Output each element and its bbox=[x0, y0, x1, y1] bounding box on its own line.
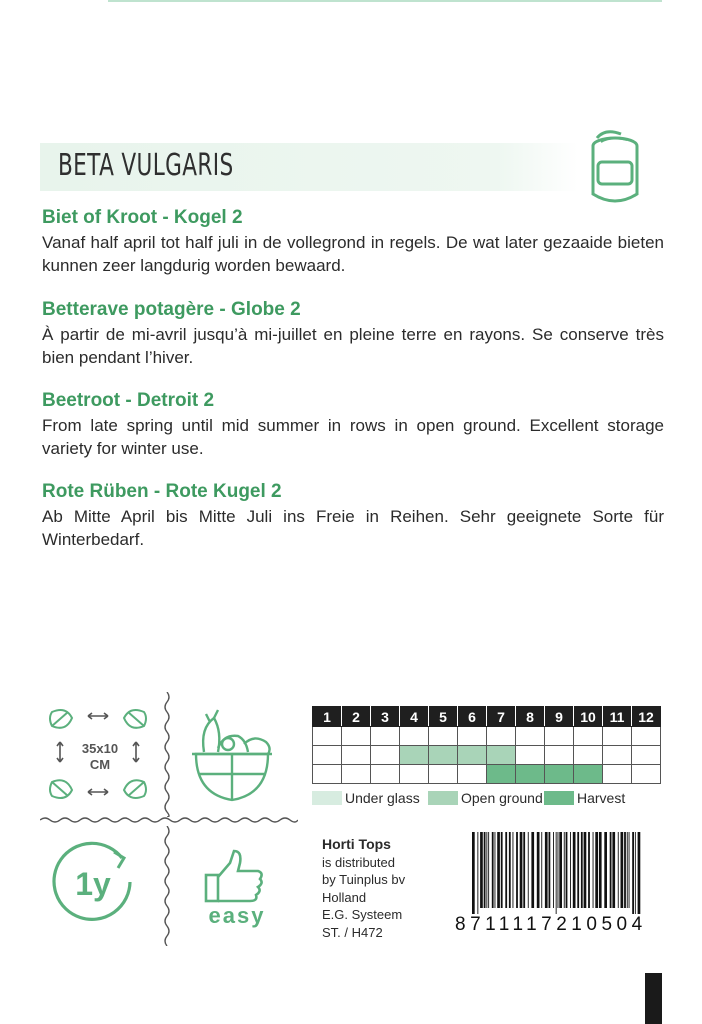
legend-swatch bbox=[544, 791, 574, 805]
barcode-bar bbox=[581, 832, 583, 908]
calendar-cell bbox=[603, 765, 632, 784]
calendar-cell bbox=[545, 727, 574, 746]
calendar-cell bbox=[313, 765, 342, 784]
calendar-row-harvest bbox=[313, 765, 661, 784]
barcode-bar bbox=[480, 832, 483, 908]
calendar-cell bbox=[516, 727, 545, 746]
spacing-value: 35x10 bbox=[81, 741, 119, 756]
calendar-cell bbox=[516, 765, 545, 784]
legend-under-glass bbox=[312, 789, 420, 807]
legend-open-ground bbox=[428, 789, 543, 807]
legend-harvest bbox=[544, 789, 625, 807]
spacing-label bbox=[72, 741, 128, 773]
barcode-bar bbox=[516, 832, 518, 908]
calendar-cell bbox=[487, 727, 516, 746]
lifecycle-label: 1y bbox=[75, 866, 111, 902]
calendar-cell bbox=[400, 727, 429, 746]
section-body: Vanaf half april tot half juli in de vollegrond in regels. De wat later gezaaide bieten kunnen zeer langdurig worden bewaard. bbox=[42, 233, 664, 275]
barcode-bar bbox=[495, 832, 496, 908]
barcode-bar bbox=[492, 832, 494, 908]
black-tab bbox=[645, 973, 662, 1024]
barcode-bar bbox=[556, 832, 557, 914]
barcode-number: 8711117210504 bbox=[455, 914, 647, 935]
bowl-icon bbox=[188, 708, 278, 808]
barcode-bar bbox=[593, 832, 594, 908]
barcode-bar bbox=[553, 832, 554, 908]
brand-name: Horti Tops bbox=[322, 836, 391, 852]
legend-label: Open ground bbox=[461, 790, 543, 806]
month-4: 4 bbox=[400, 707, 429, 727]
legend-label: Under glass bbox=[345, 790, 420, 806]
calendar-header-row bbox=[313, 707, 661, 727]
barcode-bar bbox=[570, 832, 571, 908]
section-heading: Rote Rüben - Rote Kugel 2 bbox=[42, 481, 282, 502]
legend-swatch bbox=[312, 791, 342, 805]
distributor-line: E.G. Systeem bbox=[322, 907, 403, 922]
section-body: From late spring until mid summer in rows in open ground. Excellent storage variety for winter use. bbox=[42, 416, 664, 458]
barcode-bar bbox=[513, 832, 514, 908]
calendar-cell bbox=[545, 765, 574, 784]
calendar-cell bbox=[458, 727, 487, 746]
section-french bbox=[42, 299, 664, 369]
sowing-calendar bbox=[312, 706, 661, 784]
barcode bbox=[470, 832, 660, 914]
section-body: À partir de mi-avril jusqu’à mi-juillet en pleine terre en rayons. Se conserve très bien pendant l’hiver. bbox=[42, 325, 664, 367]
barcode-bar bbox=[497, 832, 500, 908]
wavy-divider bbox=[163, 692, 171, 817]
barcode-bar bbox=[635, 832, 636, 914]
barcode-bar bbox=[537, 832, 540, 908]
section-german bbox=[42, 481, 664, 551]
spacing-unit: CM bbox=[89, 757, 111, 772]
month-2: 2 bbox=[342, 707, 371, 727]
calendar-cell bbox=[632, 746, 661, 765]
calendar-cell bbox=[400, 746, 429, 765]
month-8: 8 bbox=[516, 707, 545, 727]
distributor-line: by Tuinplus bv bbox=[322, 872, 406, 887]
calendar-cell bbox=[574, 746, 603, 765]
section-heading: Biet of Kroot - Kogel 2 bbox=[42, 207, 243, 228]
barcode-bar bbox=[612, 832, 615, 908]
calendar-cell bbox=[487, 765, 516, 784]
calendar-cell bbox=[313, 727, 342, 746]
month-5: 5 bbox=[429, 707, 458, 727]
section-dutch bbox=[42, 207, 664, 277]
barcode-bar bbox=[577, 832, 579, 908]
distributor-line: Holland bbox=[322, 889, 367, 905]
barcode-bar bbox=[488, 832, 489, 908]
calendar-cell bbox=[458, 746, 487, 765]
thumbs-up-icon bbox=[202, 849, 268, 905]
barcode-bar bbox=[545, 832, 548, 908]
distributor-line: ST. / H472 bbox=[322, 924, 383, 940]
barcode-bar bbox=[573, 832, 576, 908]
barcode-bar bbox=[624, 832, 626, 908]
calendar-cell bbox=[371, 765, 400, 784]
calendar-cell bbox=[603, 727, 632, 746]
wavy-divider bbox=[40, 816, 298, 824]
month-12: 12 bbox=[632, 707, 661, 727]
barcode-bar bbox=[558, 832, 559, 908]
calendar-row-under-glass bbox=[313, 727, 661, 746]
legend-swatch bbox=[428, 791, 458, 805]
calendar-cell bbox=[371, 727, 400, 746]
calendar-cell bbox=[371, 746, 400, 765]
calendar-cell bbox=[632, 727, 661, 746]
month-3: 3 bbox=[371, 707, 400, 727]
calendar-cell bbox=[458, 765, 487, 784]
calendar-cell bbox=[429, 727, 458, 746]
calendar-cell bbox=[429, 765, 458, 784]
calendar-cell bbox=[545, 746, 574, 765]
barcode-bar bbox=[618, 832, 619, 908]
barcode-bar bbox=[531, 832, 534, 908]
barcode-bar bbox=[484, 832, 486, 908]
barcode-bar bbox=[564, 832, 565, 908]
month-7: 7 bbox=[487, 707, 516, 727]
calendar-cell bbox=[516, 746, 545, 765]
barcode-bar bbox=[566, 832, 568, 908]
calendar-cell bbox=[342, 765, 371, 784]
month-1: 1 bbox=[313, 707, 342, 727]
barcode-bar bbox=[523, 832, 525, 908]
barcode-bar bbox=[486, 832, 487, 908]
section-heading: Betterave potagère - Globe 2 bbox=[42, 299, 301, 320]
wavy-divider bbox=[163, 826, 171, 946]
top-divider bbox=[108, 0, 662, 2]
barcode-bar bbox=[472, 832, 475, 914]
month-11: 11 bbox=[603, 707, 632, 727]
calendar-cell bbox=[574, 727, 603, 746]
barcode-bar bbox=[604, 832, 607, 908]
page-title: BETA VULGARIS bbox=[58, 148, 234, 183]
barcode-bar bbox=[621, 832, 624, 908]
calendar-cell bbox=[603, 746, 632, 765]
calendar-cell bbox=[342, 727, 371, 746]
can-icon bbox=[583, 128, 645, 206]
distributor-info bbox=[322, 836, 405, 941]
section-heading: Beetroot - Detroit 2 bbox=[42, 390, 215, 411]
calendar-cell bbox=[429, 746, 458, 765]
barcode-bar bbox=[632, 832, 634, 914]
difficulty-label: easy bbox=[208, 903, 266, 928]
calendar-cell bbox=[487, 746, 516, 765]
barcode-bar bbox=[588, 832, 590, 908]
barcode-bar bbox=[610, 832, 612, 908]
month-9: 9 bbox=[545, 707, 574, 727]
distributor-line: is distributed bbox=[322, 854, 395, 870]
calendar-row-open-ground bbox=[313, 746, 661, 765]
barcode-bar bbox=[559, 832, 562, 908]
barcode-bar bbox=[477, 832, 478, 914]
calendar-cell bbox=[342, 746, 371, 765]
barcode-bar bbox=[528, 832, 529, 908]
month-10: 10 bbox=[574, 707, 603, 727]
barcode-bar bbox=[599, 832, 602, 908]
barcode-bar bbox=[549, 832, 551, 908]
month-6: 6 bbox=[458, 707, 487, 727]
barcode-bar bbox=[541, 832, 542, 908]
barcode-bar bbox=[509, 832, 511, 908]
legend-label: Harvest bbox=[577, 790, 626, 806]
section-body: Ab Mitte April bis Mitte Juli ins Freie in Reihen. Sehr geeignete Sorte für Winterbedarf. bbox=[42, 507, 664, 549]
calendar-cell bbox=[574, 765, 603, 784]
section-english bbox=[42, 390, 664, 460]
barcode-bar bbox=[505, 832, 507, 908]
barcode-bar bbox=[584, 832, 587, 908]
barcode-bar bbox=[629, 832, 630, 908]
barcode-bar bbox=[520, 832, 523, 908]
calendar-cell bbox=[632, 765, 661, 784]
barcode-bar bbox=[595, 832, 598, 908]
calendar-cell bbox=[313, 746, 342, 765]
calendar-legend bbox=[312, 789, 662, 807]
barcode-bar bbox=[501, 832, 503, 908]
calendar-cell bbox=[400, 765, 429, 784]
barcode-bar bbox=[638, 832, 641, 914]
barcode-bar bbox=[627, 832, 628, 908]
